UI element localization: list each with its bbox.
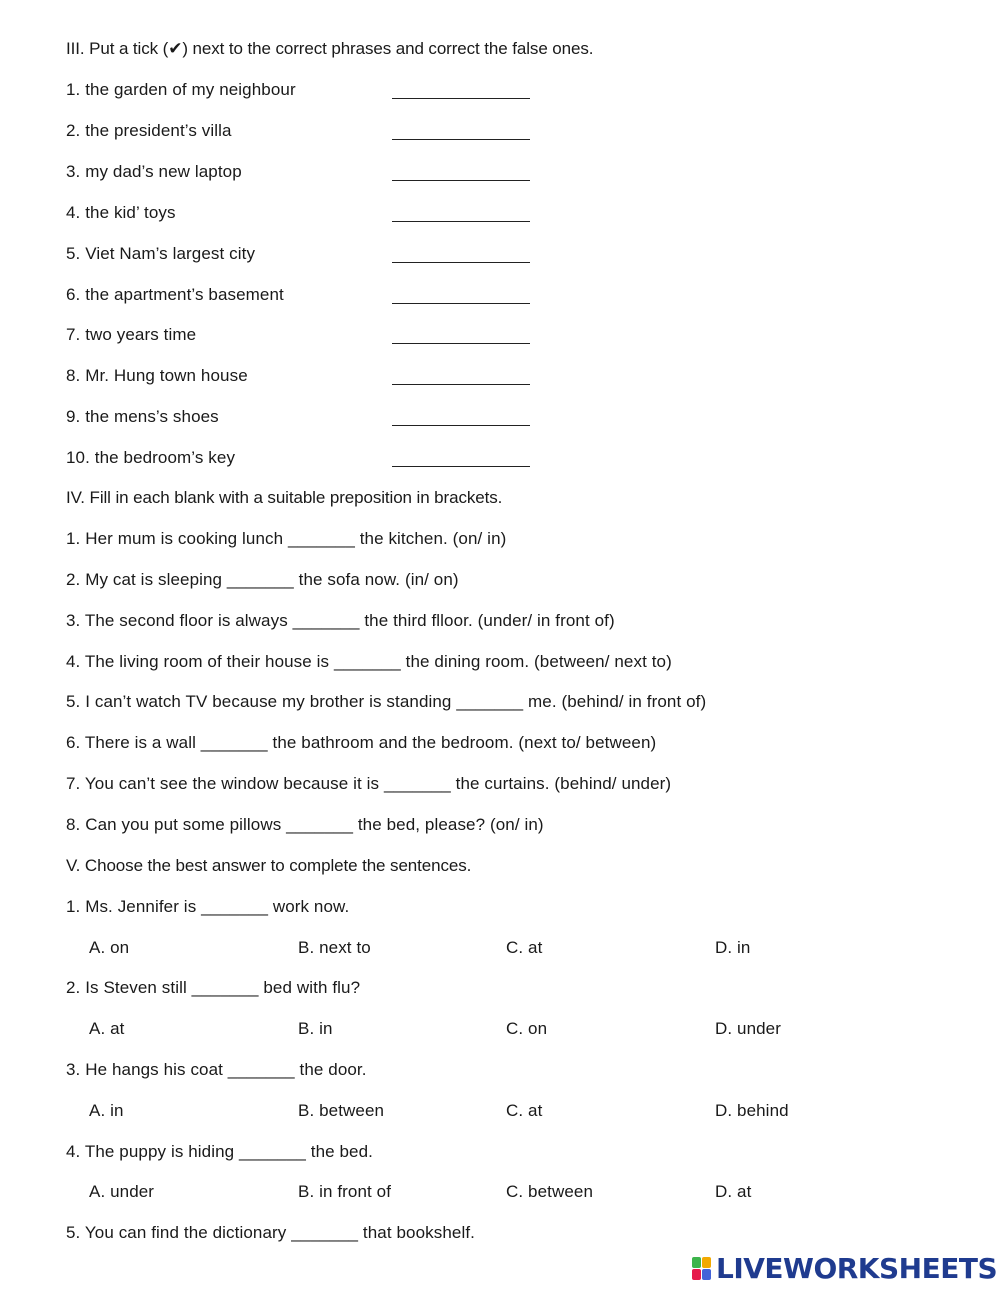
s3-item-4: 4. the kid’ toys [66, 203, 176, 222]
s3-answer-8[interactable] [392, 384, 530, 385]
s5-q2-option-c[interactable]: C. on [506, 1019, 548, 1038]
s3-answer-5[interactable] [392, 262, 530, 263]
s3-answer-4[interactable] [392, 221, 530, 222]
s3-item-8: 8. Mr. Hung town house [66, 366, 248, 385]
s5-question-2: 2. Is Steven still _______ bed with flu? [66, 978, 361, 997]
s4-item-8: 8. Can you put some pillows _______ the bed, please? (on/ in) [66, 815, 544, 834]
s3-item-2: 2. the president’s villa [66, 121, 232, 140]
s3-item-10: 10. the bedroom’s key [66, 448, 236, 467]
s3-item-9: 9. the mens’s shoes [66, 407, 219, 426]
s4-item-6: 6. There is a wall _______ the bathroom and the bedroom. (next to/ between) [66, 733, 657, 752]
liveworksheets-logo-text: LIVEWORKSHEETS [716, 1252, 998, 1285]
section-4-heading: IV. Fill in each blank with a suitable preposition in brackets. [66, 488, 503, 507]
s3-item-3: 3. my dad’s new laptop [66, 162, 242, 181]
s5-q3-option-c[interactable]: C. at [506, 1101, 543, 1120]
s5-q3-option-a[interactable]: A. in [89, 1101, 124, 1120]
s3-answer-7[interactable] [392, 343, 530, 344]
s4-item-3: 3. The second floor is always _______ the third flloor. (under/ in front of) [66, 611, 615, 630]
s5-q2-option-a[interactable]: A. at [89, 1019, 125, 1038]
s3-answer-10[interactable] [392, 466, 530, 467]
s3-item-6: 6. the apartment’s basement [66, 285, 284, 304]
s5-q1-option-a[interactable]: A. on [89, 938, 130, 957]
s5-q4-option-b[interactable]: B. in front of [298, 1182, 392, 1201]
s3-item-1: 1. the garden of my neighbour [66, 80, 296, 99]
s5-question-1: 1. Ms. Jennifer is _______ work now. [66, 897, 350, 916]
s5-q2-option-d[interactable]: D. under [715, 1019, 782, 1038]
liveworksheets-logo [692, 1254, 997, 1284]
s5-question-3: 3. He hangs his coat _______ the door. [66, 1060, 367, 1079]
s5-q1-option-b[interactable]: B. next to [298, 938, 371, 957]
s5-q1-option-c[interactable]: C. at [506, 938, 543, 957]
s3-answer-9[interactable] [392, 425, 530, 426]
s5-q4-option-a[interactable]: A. under [89, 1182, 155, 1201]
s3-answer-6[interactable] [392, 303, 530, 304]
s5-q3-option-b[interactable]: B. between [298, 1101, 385, 1120]
section-3-heading: III. Put a tick (✔) next to the correct phrases and correct the false ones. [66, 39, 594, 58]
s5-q4-option-d[interactable]: D. at [715, 1182, 752, 1201]
s4-item-1: 1. Her mum is cooking lunch _______ the kitchen. (on/ in) [66, 529, 507, 548]
s4-item-5: 5. I can’t watch TV because my brother is standing _______ me. (behind/ in front of) [66, 692, 707, 711]
s5-q2-option-b[interactable]: B. in [298, 1019, 333, 1038]
s3-answer-1[interactable] [392, 98, 530, 99]
s5-q4-option-c[interactable]: C. between [506, 1182, 593, 1201]
s3-item-5: 5. Viet Nam’s largest city [66, 244, 256, 263]
s5-question-4: 4. The puppy is hiding _______ the bed. [66, 1142, 373, 1161]
s5-question-5: 5. You can find the dictionary _______ that bookshelf. [66, 1223, 475, 1242]
section-5-heading: V. Choose the best answer to complete the sentences. [66, 856, 472, 875]
s5-q3-option-d[interactable]: D. behind [715, 1101, 789, 1120]
s3-answer-3[interactable] [392, 180, 530, 181]
s3-answer-2[interactable] [392, 139, 530, 140]
s4-item-7: 7. You can’t see the window because it is _______ the curtains. (behind/ under) [66, 774, 672, 793]
liveworksheets-logo-icon [692, 1257, 712, 1281]
s4-item-2: 2. My cat is sleeping _______ the sofa now. (in/ on) [66, 570, 459, 589]
s4-item-4: 4. The living room of their house is _______ the dining room. (between/ next to) [66, 652, 672, 671]
s5-q1-option-d[interactable]: D. in [715, 938, 751, 957]
s3-item-7: 7. two years time [66, 325, 197, 344]
